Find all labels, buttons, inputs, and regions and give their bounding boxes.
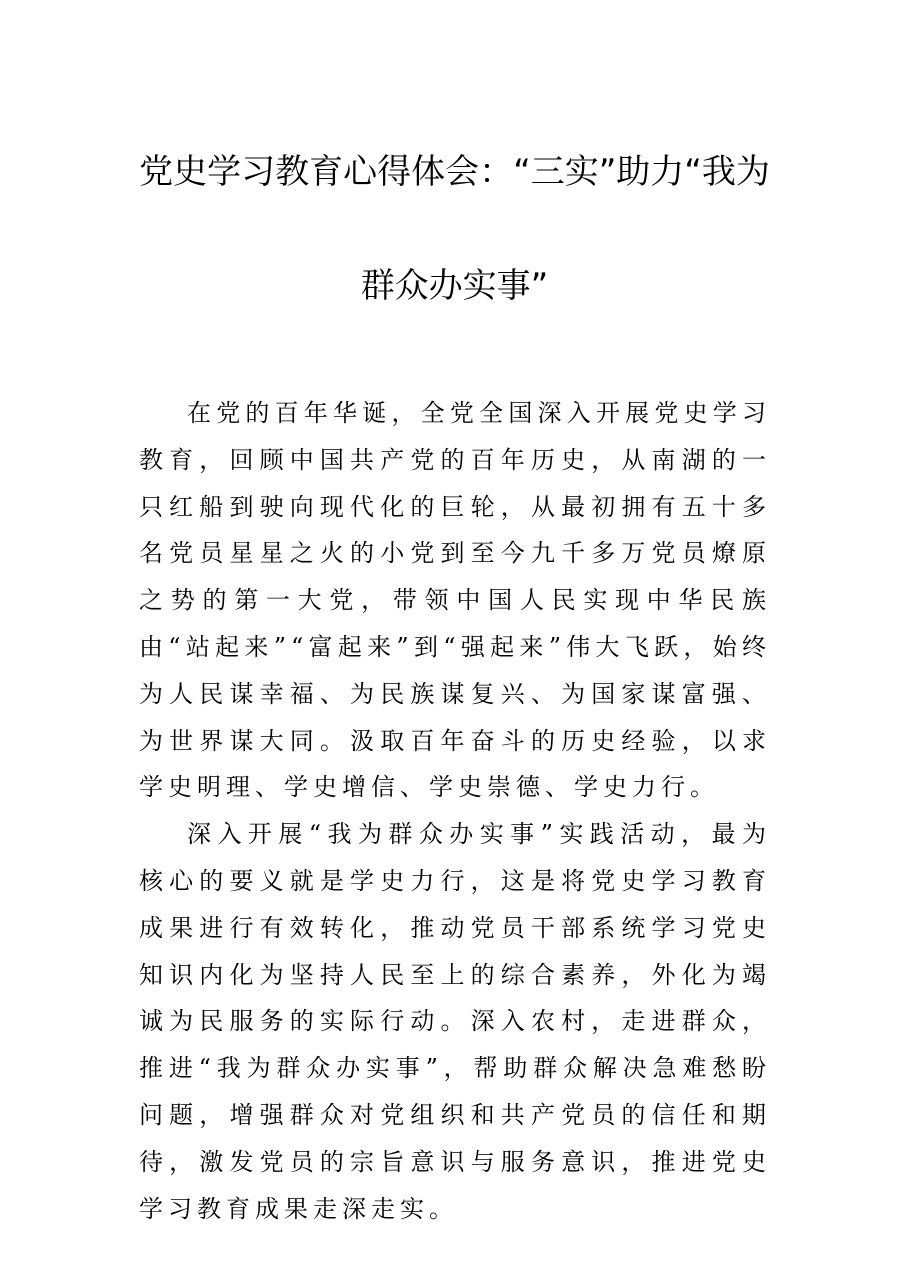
document-body [139,390,771,1232]
document-title-line-2: 群众办实事” [360,266,549,306]
document-title-line-1: 党史学习教育心得体会：“三实”助力“我为 [139,152,770,192]
body-paragraph-1: 在党的百年华诞，全党全国深入开展党史学习教育，回顾中国共产党的百年历史，从南湖的一只红船到驶向现代化的巨轮，从最初拥有五十多名党员星星之火的小党到至今九千多万党员燎原之势的第一大党，带领中国人民实现中华民族由“站起来”“富起来”到“强起来”伟大飞跃，始终为人民谋幸福、为民族谋复兴、为国家谋富强、为世界谋大同。汲取百年奋斗的历史经验，以求学史明理、学史增信、学史崇德、学史力行。 [139,399,771,802]
body-paragraph-2: 深入开展“我为群众办实事”实践活动，最为核心的要义就是学史力行，这是将党史学习教育成果进行有效转化，推动党员干部系统学习党史知识内化为坚持人民至上的综合素养，外化为竭诚为民服务的实际行动。深入农村，走进群众，推进“我为群众办实事”，帮助群众解决急难愁盼问题，增强群众对党组织和共产党员的信任和期待，激发党员的宗旨意识与服务意识，推进党史学习教育成果走深走实。 [139,820,771,1223]
